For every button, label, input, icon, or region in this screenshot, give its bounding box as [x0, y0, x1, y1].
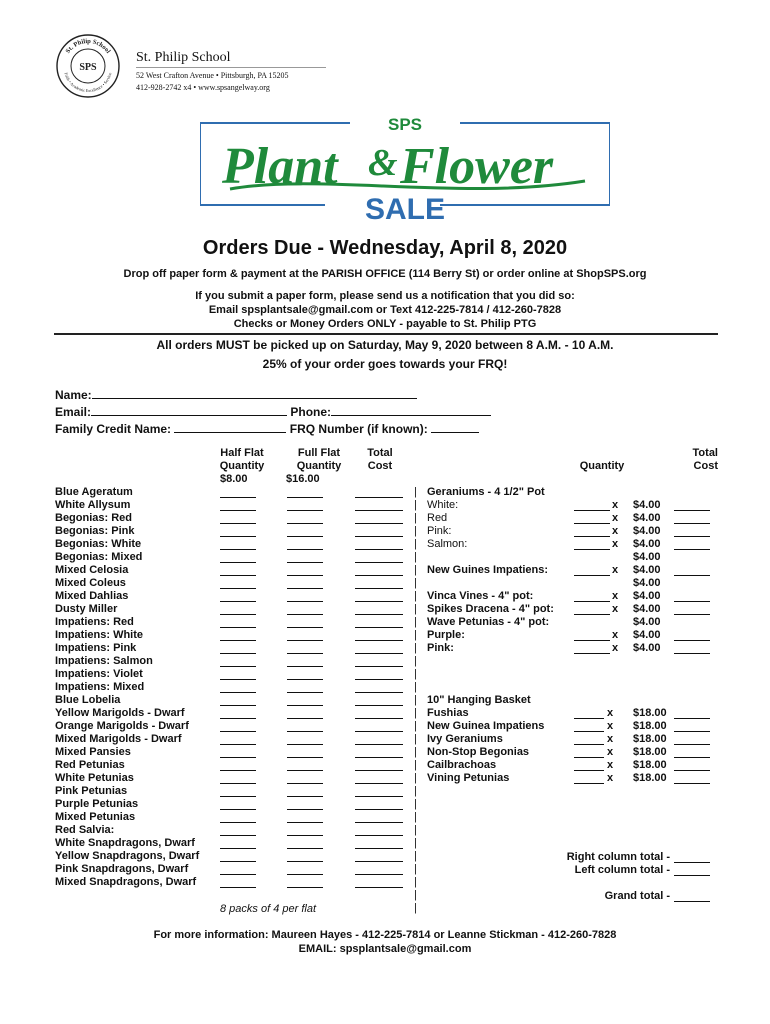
half-flat-qty-field[interactable]	[220, 809, 256, 810]
full-flat-qty-field[interactable]	[287, 887, 323, 888]
column-separator: |	[414, 681, 417, 693]
left-item-label: Yellow Marigolds - Dwarf	[55, 707, 185, 719]
left-item-label: Pink Snapdragons, Dwarf	[55, 863, 189, 875]
column-separator: |	[414, 590, 417, 602]
right-total-cost-field[interactable]	[674, 757, 710, 758]
left-total-cost-field[interactable]	[355, 861, 403, 862]
left-total-cost-field[interactable]	[355, 809, 403, 810]
times-sign: x	[607, 707, 614, 719]
left-item-label: Begonias: Mixed	[55, 551, 143, 563]
times-sign: x	[612, 525, 619, 537]
column-separator: |	[414, 837, 417, 849]
left-total-cost-field[interactable]	[355, 887, 403, 888]
footer-email: EMAIL: spsplantsale@gmail.com	[298, 943, 472, 955]
full-flat-qty-field[interactable]	[287, 848, 323, 849]
right-qty-field[interactable]	[574, 757, 604, 758]
column-separator: |	[414, 564, 417, 576]
half-flat-price: $8.00	[220, 473, 248, 485]
column-separator: |	[414, 863, 417, 875]
column-separator: |	[414, 811, 417, 823]
right-total-header	[672, 447, 718, 473]
seal-bottom-text: Faith • Academic Excellence • Service	[63, 72, 113, 94]
right-item-label: New Guines Impatiens:	[427, 564, 549, 576]
left-total-cost-field[interactable]	[355, 562, 403, 563]
left-total-cost-field[interactable]	[355, 523, 403, 524]
left-total-cost-field[interactable]	[355, 536, 403, 537]
times-sign: x	[612, 538, 619, 550]
right-column-total-label: Right column total -	[566, 851, 670, 863]
right-qty-field[interactable]	[574, 640, 610, 641]
column-separator: |	[414, 785, 417, 797]
phone-field[interactable]	[331, 403, 491, 416]
left-total-header-l2: Cost	[367, 460, 393, 472]
half-flat-qty-field[interactable]	[220, 783, 256, 784]
left-total-cost-field[interactable]	[355, 744, 403, 745]
left-item-label: Impatiens: Violet	[55, 668, 143, 680]
half-flat-qty-field[interactable]	[220, 757, 256, 758]
family-frq-row	[55, 420, 479, 436]
packs-note: 8 packs of 4 per flat	[220, 903, 316, 915]
column-separator: |	[414, 603, 417, 615]
half-flat-header	[212, 447, 272, 486]
left-total-cost-field[interactable]	[355, 835, 403, 836]
half-flat-qty-field[interactable]	[220, 627, 256, 628]
half-flat-qty-field[interactable]	[220, 679, 256, 680]
unit-price: $4.00	[633, 603, 661, 615]
right-item-label: Vinca Vines - 4" pot:	[427, 590, 534, 602]
phone-label: Phone:	[290, 405, 332, 419]
times-sign: x	[612, 603, 619, 615]
full-flat-qty-field[interactable]	[287, 614, 323, 615]
svg-text:Faith • Academic Excellence •	[64, 72, 113, 93]
left-column-total-label: Left column total -	[574, 864, 670, 876]
left-item-label: White Snapdragons, Dwarf	[55, 837, 195, 849]
full-flat-qty-field[interactable]	[287, 653, 323, 654]
unit-price: $18.00	[633, 759, 667, 771]
unit-price: $4.00	[633, 564, 661, 576]
unit-price: $4.00	[633, 590, 661, 602]
unit-price: $4.00	[633, 616, 661, 628]
right-total-cost-field[interactable]	[674, 614, 710, 615]
column-separator: |	[414, 720, 417, 732]
left-item-label: Impatiens: Mixed	[55, 681, 145, 693]
half-flat-qty-field[interactable]	[220, 705, 256, 706]
full-flat-qty-field[interactable]	[287, 575, 323, 576]
section-divider	[54, 333, 718, 335]
half-flat-qty-field[interactable]	[220, 497, 256, 498]
times-sign: x	[612, 590, 619, 602]
logo-sps: SPS	[387, 115, 423, 134]
left-total-header-l1: Total	[367, 447, 393, 459]
half-flat-qty-field[interactable]	[220, 614, 256, 615]
full-flat-qty-field[interactable]	[287, 601, 323, 602]
school-address-block	[136, 70, 289, 94]
half-flat-qty-field[interactable]	[220, 835, 256, 836]
full-flat-qty-field[interactable]	[287, 861, 323, 862]
left-total-cost-field[interactable]	[355, 679, 403, 680]
right-quantity-header: Quantity	[579, 460, 625, 472]
right-qty-field[interactable]	[574, 510, 610, 511]
right-item-label: White:	[427, 499, 459, 511]
half-flat-qty-field[interactable]	[220, 640, 256, 641]
unit-price: $4.00	[633, 499, 661, 511]
unit-price: $18.00	[633, 772, 667, 784]
left-total-cost-field[interactable]	[355, 874, 403, 875]
left-total-cost-field[interactable]	[355, 705, 403, 706]
half-flat-qty-field[interactable]	[220, 796, 256, 797]
column-separator: |	[414, 733, 417, 745]
left-total-cost-field[interactable]	[355, 692, 403, 693]
left-total-cost-field[interactable]	[355, 497, 403, 498]
logo-ampersand: &	[368, 142, 398, 184]
half-flat-header-l2: Quantity	[219, 460, 265, 472]
full-flat-qty-field[interactable]	[287, 692, 323, 693]
right-item-label: New Guinea Impatiens	[427, 720, 545, 732]
column-separator: |	[414, 668, 417, 680]
dropoff-instructions: Drop off paper form & payment at the PARISH OFFICE (114 Berry St) or order online at ShopSPS.org	[123, 268, 647, 280]
full-flat-qty-field[interactable]	[287, 783, 323, 784]
full-flat-qty-field[interactable]	[287, 809, 323, 810]
half-flat-qty-field[interactable]	[220, 718, 256, 719]
right-qty-field[interactable]	[574, 653, 610, 654]
right-qty-field[interactable]	[574, 744, 604, 745]
left-total-cost-field[interactable]	[355, 510, 403, 511]
left-total-cost-field[interactable]	[355, 640, 403, 641]
column-separator: |	[414, 707, 417, 719]
school-contact: 412-928-2742 x4 • www.spsangelway.org	[136, 83, 270, 92]
notify-line-2: Email spsplantsale@gmail.com or Text 412-225-7814 / 412-260-7828	[208, 304, 562, 316]
left-total-cost-field[interactable]	[355, 770, 403, 771]
left-item-label: Mixed Petunias	[55, 811, 136, 823]
column-separator: |	[414, 538, 417, 550]
half-flat-qty-field[interactable]	[220, 887, 256, 888]
times-sign: x	[612, 499, 619, 511]
frq-number-label: FRQ Number (if known):	[289, 422, 428, 436]
unit-price: $4.00	[633, 629, 661, 641]
right-total-cost-field[interactable]	[674, 770, 710, 771]
left-total-cost-field[interactable]	[355, 796, 403, 797]
school-address: 52 West Crafton Avenue • Pittsburgh, PA 15205	[136, 71, 289, 80]
left-total-cost-field[interactable]	[355, 627, 403, 628]
unit-price: $18.00	[633, 733, 667, 745]
half-flat-qty-field[interactable]	[220, 549, 256, 550]
right-item-label: Geraniums - 4 1/2" Pot	[427, 486, 545, 498]
left-item-label: Mixed Snapdragons, Dwarf	[55, 876, 197, 888]
name-label: Name:	[55, 388, 92, 402]
times-sign: x	[607, 759, 614, 771]
full-flat-qty-field[interactable]	[287, 627, 323, 628]
right-qty-field[interactable]	[574, 575, 610, 576]
column-separator: |	[414, 499, 417, 511]
right-qty-field[interactable]	[574, 601, 610, 602]
left-item-label: Blue Ageratum	[55, 486, 133, 498]
full-flat-qty-field[interactable]	[287, 744, 323, 745]
seal-monogram: SPS	[79, 62, 97, 73]
column-separator: |	[414, 876, 417, 888]
left-total-cost-field[interactable]	[355, 549, 403, 550]
email-phone-row	[55, 403, 491, 419]
full-flat-qty-field[interactable]	[287, 549, 323, 550]
column-separator: |	[414, 889, 417, 901]
right-total-cost-field[interactable]	[674, 783, 710, 784]
half-flat-qty-field[interactable]	[220, 861, 256, 862]
unit-price: $4.00	[633, 642, 661, 654]
email-field[interactable]	[91, 403, 287, 416]
pickup-notice: All orders MUST be picked up on Saturday, May 9, 2020 between 8 A.M. - 10 A.M.	[156, 338, 614, 352]
left-total-cost-field[interactable]	[355, 653, 403, 654]
right-item-label: Cailbrachoas	[427, 759, 497, 771]
left-item-label: Mixed Dahlias	[55, 590, 129, 602]
full-flat-qty-field[interactable]	[287, 497, 323, 498]
unit-price: $4.00	[633, 525, 661, 537]
right-qty-field[interactable]	[574, 770, 604, 771]
right-total-cost-field[interactable]	[674, 575, 710, 576]
full-flat-qty-field[interactable]	[287, 510, 323, 511]
column-separator: |	[414, 616, 417, 628]
right-total-cost-field[interactable]	[674, 549, 710, 550]
right-item-label: Spikes Dracena - 4" pot:	[427, 603, 554, 615]
full-flat-qty-field[interactable]	[287, 822, 323, 823]
right-item-label: Salmon:	[427, 538, 468, 550]
left-item-label: Begonias: White	[55, 538, 142, 550]
notify-line-1: If you submit a paper form, please send us a notification that you did so:	[195, 290, 575, 302]
left-item-label: Impatiens: Pink	[55, 642, 137, 654]
half-flat-qty-field[interactable]	[220, 692, 256, 693]
left-item-label: Mixed Marigolds - Dwarf	[55, 733, 182, 745]
right-total-cost-field[interactable]	[674, 523, 710, 524]
name-row	[55, 386, 417, 402]
full-flat-qty-field[interactable]	[287, 796, 323, 797]
half-flat-qty-field[interactable]	[220, 848, 256, 849]
left-item-label: Mixed Pansies	[55, 746, 131, 758]
left-item-label: White Allysum	[55, 499, 131, 511]
right-item-label: Red	[427, 512, 448, 524]
full-flat-qty-field[interactable]	[287, 874, 323, 875]
half-flat-qty-field[interactable]	[220, 523, 256, 524]
half-flat-qty-field[interactable]	[220, 562, 256, 563]
right-item-label: Pink:	[427, 642, 454, 654]
left-total-cost-field[interactable]	[355, 757, 403, 758]
frq-notice: 25% of your order goes towards your FRQ!	[262, 357, 508, 371]
left-column-total-field[interactable]	[674, 875, 710, 876]
unit-price: $4.00	[633, 551, 661, 563]
times-sign: x	[612, 512, 619, 524]
right-qty-field[interactable]	[574, 536, 610, 537]
half-flat-qty-field[interactable]	[220, 588, 256, 589]
half-flat-qty-field[interactable]	[220, 822, 256, 823]
unit-price: $18.00	[633, 720, 667, 732]
column-separator: |	[414, 798, 417, 810]
column-separator: |	[414, 902, 417, 914]
right-item-label: 10" Hanging Basket	[427, 694, 531, 706]
right-item-label: Non-Stop Begonias	[427, 746, 530, 758]
unit-price: $18.00	[633, 746, 667, 758]
right-qty-field[interactable]	[574, 718, 604, 719]
full-flat-header	[286, 447, 352, 486]
full-flat-qty-field[interactable]	[287, 523, 323, 524]
left-total-cost-field[interactable]	[355, 822, 403, 823]
full-flat-qty-field[interactable]	[287, 731, 323, 732]
logo-plant: Plant	[222, 138, 338, 195]
full-flat-qty-field[interactable]	[287, 757, 323, 758]
right-total-cost-field[interactable]	[674, 653, 710, 654]
left-total-cost-field[interactable]	[355, 783, 403, 784]
full-flat-qty-field[interactable]	[287, 666, 323, 667]
half-flat-header-l1: Half Flat	[220, 447, 264, 459]
left-item-label: White Petunias	[55, 772, 134, 784]
full-flat-qty-field[interactable]	[287, 705, 323, 706]
left-total-cost-field[interactable]	[355, 614, 403, 615]
right-qty-field[interactable]	[574, 614, 610, 615]
full-flat-price: $16.00	[286, 473, 320, 485]
left-item-label: Begonias: Red	[55, 512, 133, 524]
column-separator: |	[414, 850, 417, 862]
right-total-cost-field[interactable]	[674, 718, 710, 719]
right-item-label: Pink:	[427, 525, 452, 537]
full-flat-qty-field[interactable]	[287, 536, 323, 537]
logo-sale: SALE	[364, 193, 446, 223]
right-qty-field[interactable]	[574, 549, 610, 550]
unit-price: $4.00	[633, 512, 661, 524]
right-item-label: Purple:	[427, 629, 465, 641]
left-item-label: Orange Marigolds - Dwarf	[55, 720, 189, 732]
school-seal-icon	[55, 33, 121, 99]
footer-contact: For more information: Maureen Hayes - 412-225-7814 or Leanne Stickman - 412-260-7828	[153, 929, 617, 941]
right-total-cost-field[interactable]	[674, 731, 710, 732]
half-flat-qty-field[interactable]	[220, 666, 256, 667]
right-total-header-l1: Total	[692, 447, 718, 459]
right-total-cost-field[interactable]	[674, 744, 710, 745]
column-separator: |	[414, 525, 417, 537]
left-total-cost-field[interactable]	[355, 718, 403, 719]
right-total-cost-field[interactable]	[674, 536, 710, 537]
unit-price: $4.00	[633, 538, 661, 550]
full-flat-qty-field[interactable]	[287, 588, 323, 589]
left-item-label: Dusty Miller	[55, 603, 118, 615]
full-flat-qty-field[interactable]	[287, 562, 323, 563]
column-separator: |	[414, 512, 417, 524]
column-separator: |	[414, 824, 417, 836]
times-sign: x	[607, 772, 614, 784]
left-item-label: Pink Petunias	[55, 785, 128, 797]
full-flat-qty-field[interactable]	[287, 770, 323, 771]
right-total-cost-field[interactable]	[674, 601, 710, 602]
times-sign: x	[612, 564, 619, 576]
half-flat-qty-field[interactable]	[220, 874, 256, 875]
left-item-label: Begonias: Pink	[55, 525, 135, 537]
left-total-cost-field[interactable]	[355, 601, 403, 602]
right-item-label: Fushias	[427, 707, 469, 719]
orders-due-title: Orders Due - Wednesday, April 8, 2020	[202, 237, 568, 259]
plant-flower-sale-logo	[200, 113, 610, 223]
column-separator: |	[414, 759, 417, 771]
right-item-label: Vining Petunias	[427, 772, 510, 784]
left-total-header	[355, 447, 405, 473]
right-total-cost-field[interactable]	[674, 640, 710, 641]
family-credit-field[interactable]	[174, 420, 286, 433]
column-separator: |	[414, 629, 417, 641]
left-total-cost-field[interactable]	[355, 588, 403, 589]
half-flat-qty-field[interactable]	[220, 653, 256, 654]
column-separator: |	[414, 746, 417, 758]
unit-price: $4.00	[633, 577, 661, 589]
seal-top-text: St. Philip School	[64, 37, 112, 55]
right-item-label: Ivy Geraniums	[427, 733, 503, 745]
full-flat-header-l2: Quantity	[296, 460, 342, 472]
half-flat-qty-field[interactable]	[220, 536, 256, 537]
right-column-total-field[interactable]	[674, 862, 710, 863]
left-total-cost-field[interactable]	[355, 666, 403, 667]
right-qty-field[interactable]	[574, 731, 604, 732]
times-sign: x	[607, 746, 614, 758]
right-qty-field[interactable]	[574, 783, 604, 784]
logo-flower: Flower	[400, 138, 554, 195]
school-name: St. Philip School	[136, 50, 231, 65]
full-flat-header-l1: Full Flat	[297, 447, 341, 459]
half-flat-qty-field[interactable]	[220, 601, 256, 602]
left-total-cost-field[interactable]	[355, 731, 403, 732]
grand-total-field[interactable]	[674, 901, 710, 902]
left-item-label: Red Petunias	[55, 759, 125, 771]
half-flat-qty-field[interactable]	[220, 744, 256, 745]
half-flat-qty-field[interactable]	[220, 731, 256, 732]
left-item-label: Purple Petunias	[55, 798, 139, 810]
times-sign: x	[612, 629, 619, 641]
left-item-label: Mixed Coleus	[55, 577, 126, 589]
left-item-label: Impatiens: Red	[55, 616, 134, 628]
column-separator: |	[414, 577, 417, 589]
header-divider	[136, 67, 326, 68]
half-flat-qty-field[interactable]	[220, 770, 256, 771]
times-sign: x	[607, 733, 614, 745]
times-sign: x	[612, 642, 619, 654]
left-item-label: Impatiens: White	[55, 629, 144, 641]
right-item-label: Wave Petunias - 4" pot:	[427, 616, 550, 628]
left-item-label: Impatiens: Salmon	[55, 655, 153, 667]
left-total-cost-field[interactable]	[355, 848, 403, 849]
left-item-label: Yellow Snapdragons, Dwarf	[55, 850, 200, 862]
column-separator: |	[414, 551, 417, 563]
left-item-label: Blue Lobelia	[55, 694, 121, 706]
right-qty-field[interactable]	[574, 523, 610, 524]
full-flat-qty-field[interactable]	[287, 718, 323, 719]
grand-total-label: Grand total -	[604, 890, 670, 902]
right-total-cost-field[interactable]	[674, 510, 710, 511]
half-flat-qty-field[interactable]	[220, 510, 256, 511]
email-label: Email:	[55, 405, 92, 419]
left-total-cost-field[interactable]	[355, 575, 403, 576]
column-separator: |	[414, 655, 417, 667]
left-item-label: Mixed Celosia	[55, 564, 129, 576]
full-flat-qty-field[interactable]	[287, 679, 323, 680]
right-total-header-l2: Cost	[693, 460, 718, 472]
column-separator: |	[414, 486, 417, 498]
family-credit-label: Family Credit Name:	[55, 422, 172, 436]
column-separator: |	[414, 642, 417, 654]
column-separator: |	[414, 772, 417, 784]
frq-number-field[interactable]	[431, 420, 479, 433]
left-item-label: Red Salvia:	[55, 824, 115, 836]
column-separator: |	[414, 694, 417, 706]
full-flat-qty-field[interactable]	[287, 835, 323, 836]
full-flat-qty-field[interactable]	[287, 640, 323, 641]
times-sign: x	[607, 720, 614, 732]
name-field[interactable]	[92, 386, 417, 399]
half-flat-qty-field[interactable]	[220, 575, 256, 576]
unit-price: $18.00	[633, 707, 667, 719]
notify-line-3: Checks or Money Orders ONLY - payable to St. Philip PTG	[233, 318, 537, 330]
